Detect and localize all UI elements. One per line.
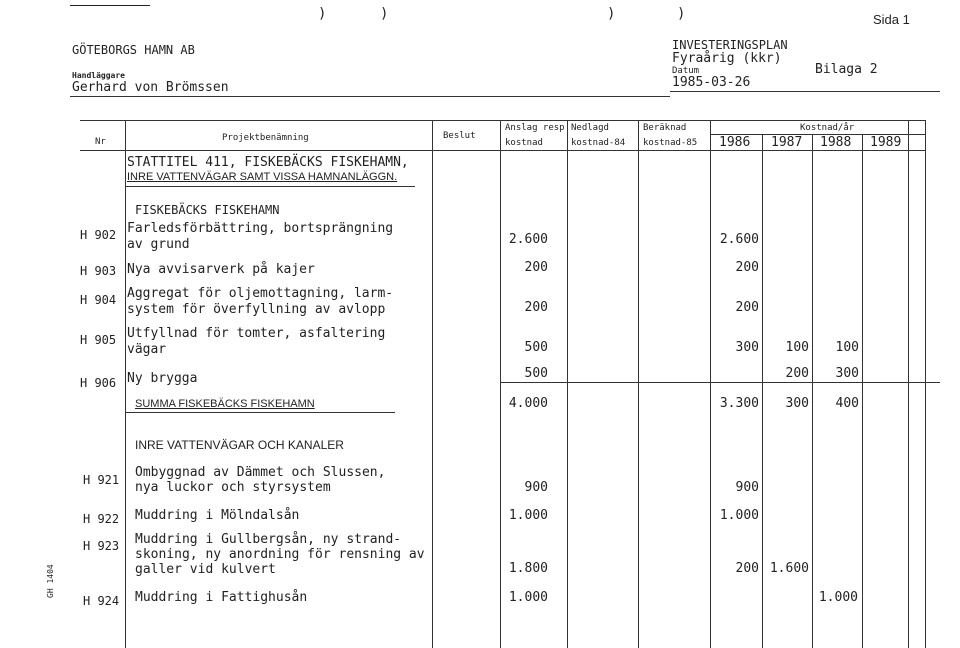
page-number: Sida 1	[873, 12, 910, 27]
row-text-line-1: Ombyggnad av Dämmet och Slussen,	[135, 465, 386, 480]
row-budget: 500	[524, 366, 548, 381]
row-budget: 200	[524, 300, 548, 315]
row-text-line-1: Muddring i Fattighusån	[135, 590, 308, 605]
date-label: Datum	[672, 66, 700, 76]
sum-calc: 3.300	[719, 396, 759, 411]
mark-3: )	[607, 6, 616, 22]
row-nr: H 904	[80, 293, 117, 307]
col-nr-divider	[125, 120, 126, 648]
row-calc: 300	[735, 340, 759, 355]
sum-1986: 300	[785, 396, 809, 411]
table-right-edge	[925, 120, 926, 648]
row-text-line-2: nya luckor och styrsystem	[135, 480, 331, 495]
plan-subtitle: Fyraårig (kkr)	[672, 51, 782, 66]
header-nr: Nr	[95, 137, 106, 147]
col-calc-divider	[710, 120, 711, 648]
header-spent-2: kostnad-84	[571, 138, 626, 148]
header-calc-2: kostnad-85	[643, 138, 698, 148]
row-calc: 900	[735, 480, 759, 495]
col-1989-divider	[908, 120, 909, 648]
row-text-line-1: Muddring i Mölndalsån	[135, 508, 300, 523]
attachment-label: Bilaga 2	[815, 62, 878, 77]
row-text-line-2: vägar	[127, 342, 167, 357]
row-budget: 1.800	[508, 561, 548, 576]
mark-1: )	[318, 6, 327, 22]
top-rule	[70, 5, 150, 6]
row-calc: 200	[735, 260, 759, 275]
sum-budget: 4.000	[508, 396, 548, 411]
col-spent-divider	[638, 120, 639, 648]
row-calc: 1.000	[719, 508, 759, 523]
row-text-line-1: Utfyllnad för tomter, asfaltering	[127, 326, 386, 341]
row-nr: H 906	[80, 376, 117, 390]
margin-code: GH 1404	[46, 564, 55, 598]
group-fiskebacks: FISKEBÄCKS FISKEHAMN	[135, 203, 280, 217]
row-text-line-2: av grund	[127, 237, 190, 252]
row-budget: 2.600	[508, 232, 548, 247]
row-nr: H 924	[83, 594, 120, 608]
row-text-line-1: Muddring i Gullbergsån, ny strand-	[135, 532, 402, 547]
header-calc-1: Beräknad	[643, 123, 687, 133]
row-budget: 500	[524, 340, 548, 355]
col-project-divider	[432, 120, 433, 648]
table-header-rule	[80, 150, 925, 151]
company-name: GÖTEBORGS HAMN AB	[72, 43, 195, 57]
header-year-1986: 1986	[719, 135, 751, 150]
header-rule-left	[70, 96, 670, 97]
row-text-line-1: Farledsförbättring, bortsprängning	[127, 221, 394, 236]
row-nr: H 902	[80, 228, 117, 242]
row-1986: 200	[785, 366, 809, 381]
row-calc: 2.600	[719, 232, 759, 247]
header-rule-right	[670, 91, 940, 92]
header-year-1987: 1987	[771, 135, 803, 150]
table-top-rule	[80, 120, 925, 121]
row-1987: 1.000	[818, 590, 858, 605]
row-calc: 200	[735, 300, 759, 315]
header-budget-1: Anslag resp	[505, 123, 565, 133]
plan-date: 1985-03-26	[672, 75, 751, 90]
handler-name: Gerhard von Brömssen	[72, 80, 229, 95]
row-nr: H 903	[80, 264, 117, 278]
row-text-line-1: Aggregat för oljemottagning, larm-	[127, 286, 394, 301]
col-1988-divider	[862, 134, 863, 648]
sum-rule	[500, 382, 940, 383]
sum-label: SUMMA FISKEBÄCKS FISKEHAMN	[135, 398, 315, 410]
header-project: Projektbenämning	[222, 133, 309, 143]
row-nr: H 905	[80, 333, 117, 347]
header-year-1989: 1989	[870, 135, 902, 150]
header-spent-1: Nedlagd	[571, 123, 609, 133]
header-decision: Beslut	[443, 131, 476, 141]
row-budget: 1.000	[508, 508, 548, 523]
row-1986: 100	[785, 340, 809, 355]
col-decision-divider	[500, 120, 501, 648]
row-nr: H 922	[83, 512, 120, 526]
row-1987: 300	[835, 366, 859, 381]
handler-label: Handläggare	[72, 71, 125, 80]
row-budget: 1.000	[508, 590, 548, 605]
row-1986: 1.600	[769, 561, 809, 576]
section-title-rule	[125, 186, 415, 187]
header-cost-per-year: Kostnad/år	[800, 123, 855, 133]
sum-underline	[125, 412, 395, 413]
row-budget: 200	[524, 260, 548, 275]
row-text-line-2: system för överfyllning av avlopp	[127, 302, 386, 317]
section-title-line-2: INRE VATTENVÄGAR SAMT VISSA HAMNANLÄGGN.	[127, 171, 398, 183]
header-budget-2: kostnad	[505, 138, 543, 148]
row-text-line-3: galler vid kulvert	[135, 562, 276, 577]
row-calc: 200	[735, 561, 759, 576]
section-title-line-1: STATTITEL 411, FISKEBÄCKS FISKEHAMN,	[127, 155, 409, 170]
row-text-line-2: skoning, ny anordning för rensning av	[135, 547, 425, 562]
mark-4: )	[677, 6, 686, 22]
row-nr: H 921	[83, 473, 120, 487]
row-1987: 100	[835, 340, 859, 355]
row-nr: H 923	[83, 539, 120, 553]
header-year-1988: 1988	[820, 135, 852, 150]
plan-title: INVESTERINGSPLAN	[672, 38, 788, 52]
col-budget-divider	[567, 120, 568, 648]
sum-1987: 400	[835, 396, 859, 411]
col-1987-divider	[812, 134, 813, 648]
row-budget: 900	[524, 480, 548, 495]
row-text-line-1: Ny brygga	[127, 371, 198, 386]
col-1986-divider	[762, 134, 763, 648]
group-inre-vattenvagar: INRE VATTENVÄGAR OCH KANALER	[135, 438, 344, 452]
mark-2: )	[380, 6, 389, 22]
row-text-line-1: Nya avvisarverk på kajer	[127, 262, 315, 277]
